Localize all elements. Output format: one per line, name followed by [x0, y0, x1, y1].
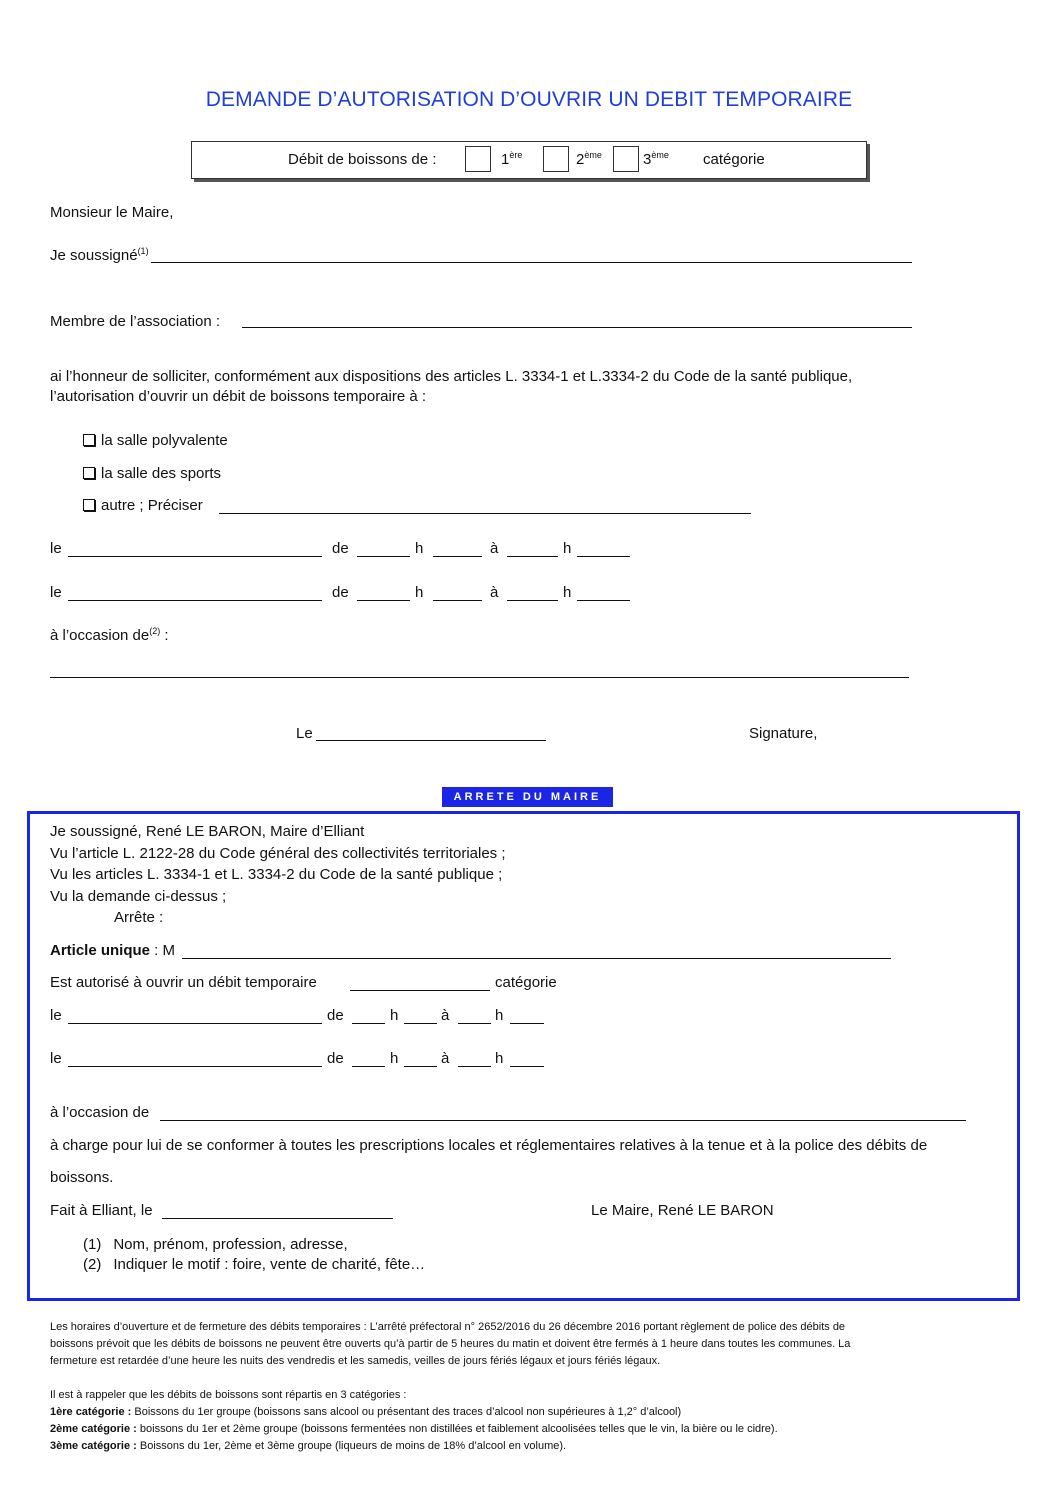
arrete-row-1-le: le [50, 1007, 62, 1024]
date-signature-field[interactable] [316, 740, 546, 741]
charge-line-2: boissons. [50, 1169, 114, 1186]
arrete-row-2-de: de [327, 1050, 344, 1067]
category-def-2: 2ème catégorie : boissons du 1er et 2ème groupe (boissons fermentées non distillées et faiblement alcoolisées telles que le vin, la bière ou le cidre). [50, 1423, 778, 1435]
authorized-label: Est autorisé à ouvrir un débit temporaire [50, 974, 317, 991]
date-row-1-h1: h [415, 540, 424, 557]
arrete-row-1-a: à [441, 1007, 450, 1024]
arrete-end-hour-2[interactable] [458, 1066, 491, 1067]
arrete-row-1-de: de [327, 1007, 344, 1024]
end-minute-field-2[interactable] [577, 600, 630, 601]
footnote-2: (2) Indiquer le motif : foire, vente de charité, fête… [83, 1256, 426, 1273]
date-row-1-a: à [490, 540, 499, 557]
category-2-checkbox[interactable] [543, 146, 569, 172]
category-def-1: 1ère catégorie : Boissons du 1er groupe (boissons sans alcool ou présentant des traces d’alcool non supérieures à 1,2° d’alcool) [50, 1406, 682, 1418]
arrete-line-1: Je soussigné, René LE BARON, Maire d’Elliant [50, 823, 365, 840]
date-row-1-de: de [332, 540, 349, 557]
other-location-field[interactable] [219, 513, 751, 514]
end-hour-field-2[interactable] [507, 600, 558, 601]
arrete-occasion-field[interactable] [160, 1120, 966, 1121]
start-hour-field-1[interactable] [357, 556, 410, 557]
request-text-line1: ai l’honneur de solliciter, conformément aux dispositions des articles L. 3334-1 et L.3334-2 du Code de la santé publique, [50, 368, 853, 385]
arrete-date-field-1[interactable] [68, 1023, 322, 1024]
date-row-2-de: de [332, 584, 349, 601]
undersigned-field[interactable] [151, 262, 912, 263]
date-row-2-le: le [50, 584, 62, 601]
category-3-checkbox[interactable] [613, 146, 639, 172]
arrete-line-4: Vu la demande ci-dessus ; [50, 888, 227, 905]
date-row-2-a: à [490, 584, 499, 601]
association-field[interactable] [242, 327, 912, 328]
date-field-1[interactable] [68, 556, 322, 557]
arrete-line-2: Vu l’article L. 2122-28 du Code général des collectivités territoriales ; [50, 845, 506, 862]
arrete-start-hour-1[interactable] [352, 1023, 385, 1024]
category-3-label: 3ème [643, 150, 669, 168]
page-title: DEMANDE D’AUTORISATION D’OUVRIR UN DEBIT TEMPORAIRE [205, 88, 853, 111]
arrete-row-2-h1: h [390, 1050, 399, 1067]
date-row-1-le: le [50, 540, 62, 557]
hours-line-2: boissons prévoit que les débits de boissons ne peuvent être ouverts qu’à partir de 5 heures du matin et doivent être fermés à 1 heure dans toutes les communes. La [50, 1338, 851, 1350]
arrete-occasion-label: à l’occasion de [50, 1104, 150, 1121]
occasion-field[interactable] [50, 677, 909, 678]
fait-date-field[interactable] [162, 1218, 393, 1219]
arrete-end-minute-1[interactable] [510, 1023, 544, 1024]
arrete-row-2-le: le [50, 1050, 62, 1067]
date-signature-label: Le [296, 725, 313, 742]
member-label: Membre de l’association : [50, 313, 221, 330]
maire-signature: Le Maire, René LE BARON [591, 1202, 774, 1219]
salutation: Monsieur le Maire, [50, 204, 174, 221]
start-minute-field-1[interactable] [433, 556, 482, 557]
request-text-line2: l’autorisation d’ouvrir un débit de boissons temporaire à : [50, 388, 427, 405]
start-hour-field-2[interactable] [357, 600, 410, 601]
arrete-start-minute-1[interactable] [404, 1023, 437, 1024]
end-minute-field-1[interactable] [577, 556, 630, 557]
date-row-1-h2: h [563, 540, 572, 557]
article-name-field[interactable] [182, 958, 891, 959]
category-1-checkbox[interactable] [465, 146, 491, 172]
option-salle-des-sports[interactable]: la salle des sports [83, 465, 221, 482]
signature-label: Signature, [749, 725, 818, 742]
fait-label: Fait à Elliant, le [50, 1202, 153, 1219]
arrete-start-minute-2[interactable] [404, 1066, 437, 1067]
article-label: Article unique : M [50, 942, 176, 959]
date-field-2[interactable] [68, 600, 322, 601]
category-def-3: 3ème catégorie : Boissons du 1er, 2ème et 3ème groupe (liqueurs de moins de 18% d’alcool en volume). [50, 1440, 567, 1452]
date-row-2-h1: h [415, 584, 424, 601]
arrete-row-1-h1: h [390, 1007, 399, 1024]
hours-line-3: fermeture est retardée d’une heure les nuits des vendredis et les samedis, veilles de jours fériés légaux et jours fériés légaux. [50, 1355, 661, 1367]
categorie-label: catégorie [495, 974, 557, 991]
arrete-date-field-2[interactable] [68, 1066, 322, 1067]
checkbox-icon [83, 499, 95, 511]
arrete-box [27, 811, 1020, 1301]
occasion-label: à l’occasion $de^{(2)}$ : [50, 626, 169, 644]
category-1-label: 1ère [501, 150, 523, 168]
charge-line-1: à charge pour lui de se conformer à toutes les prescriptions locales et réglementaires relatives à la tenue et à la police des débits de [50, 1137, 928, 1154]
categories-intro: Il est à rappeler que les débits de boissons sont répartis en 3 catégories : [50, 1389, 407, 1401]
category-suffix: catégorie [703, 151, 765, 168]
start-minute-field-2[interactable] [433, 600, 482, 601]
arrete-line-3: Vu les articles L. 3334-1 et L. 3334-2 du Code de la santé publique ; [50, 866, 503, 883]
footnote-1: (1) Nom, prénom, profession, adresse, [83, 1236, 348, 1253]
date-row-2-h2: h [563, 584, 572, 601]
hours-line-1: Les horaires d’ouverture et de fermeture des débits temporaires : L’arrêté préfectoral n° 2652/2016 du 26 décembre 2016 portant règlement de police des débits de [50, 1321, 846, 1333]
arrete-header: ARRETE DU MAIRE [442, 787, 613, 807]
option-salle-polyvalente[interactable]: la salle polyvalente [83, 432, 228, 449]
checkbox-icon [83, 467, 95, 479]
arrete-verb: Arrête : [114, 909, 164, 926]
arrete-end-minute-2[interactable] [510, 1066, 544, 1067]
checkbox-icon [83, 434, 95, 446]
arrete-row-1-h2: h [495, 1007, 504, 1024]
arrete-row-2-h2: h [495, 1050, 504, 1067]
undersigned-label: Je soussigné$^{(1)}$ [50, 246, 149, 264]
arrete-row-2-a: à [441, 1050, 450, 1067]
option-autre[interactable]: autre ; Préciser [83, 497, 203, 514]
arrete-start-hour-2[interactable] [352, 1066, 385, 1067]
end-hour-field-1[interactable] [507, 556, 558, 557]
category-2-label: 2ème [576, 150, 602, 168]
category-field[interactable] [350, 990, 490, 991]
category-label: Débit de boissons de : [288, 151, 437, 168]
arrete-end-hour-1[interactable] [458, 1023, 491, 1024]
